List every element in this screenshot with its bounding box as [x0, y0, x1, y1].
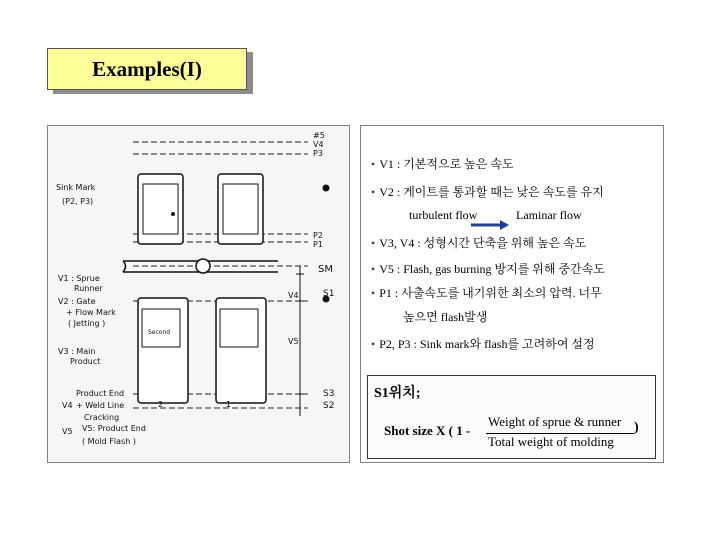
label-sink-mark-sub: (P2, P3) [62, 197, 94, 206]
s1-position-label: S1위치; [374, 386, 421, 401]
label-r3: P3 [313, 149, 323, 158]
slide-title: Examples(I) [47, 48, 247, 90]
formula-numerator: Weight of sprue & runner [488, 414, 622, 429]
label-sm: SM [318, 264, 333, 275]
label-sink-mark: Sink Mark [56, 183, 96, 192]
turbulent-flow-label: turbulent flow [409, 208, 478, 222]
note-item-v2: • V2 : 게이트를 통과할 때는 낮은 속도를 유지 [371, 185, 604, 199]
mold-sketch [48, 126, 349, 462]
label-r4: V4 [313, 140, 324, 149]
label-v2b: + Flow Mark [66, 308, 116, 317]
label-circ1: 1 [226, 400, 232, 409]
formula-box [367, 375, 656, 459]
label-p2: P2 [313, 231, 323, 240]
label-v2: V2 : Gate [58, 297, 96, 306]
laminar-flow-label: Laminar flow [516, 208, 582, 222]
label-s3: S3 [323, 389, 335, 399]
label-v4c: Cracking [84, 413, 120, 422]
formula-close-paren: ) [634, 420, 639, 435]
label-v2c: ( Jetting ) [68, 319, 106, 328]
flow-arrow-icon [471, 220, 509, 230]
label-s1: S1 [323, 289, 335, 299]
label-rv4: V4 [288, 291, 299, 300]
note-item-v5: • V5 : Flash, gas burning 방지를 위해 중간속도 [371, 262, 605, 276]
label-v3b: Product [70, 357, 101, 366]
label-s2: S2 [323, 401, 335, 411]
shot-size-label: Shot size X ( 1 - [384, 423, 471, 438]
note-item-p1-cont: 높으면 flash발생 [403, 310, 488, 324]
label-second: Second [148, 329, 171, 336]
label-v4a: Product End [76, 389, 125, 398]
label-rv5: V5 [288, 337, 299, 346]
note-item-v1: • V1 : 기본적으로 높은 속도 [371, 157, 514, 171]
label-circ2: 2 [158, 400, 164, 409]
note-item-v3-v4: • V3, V4 : 성형시간 단축을 위해 높은 속도 [371, 236, 587, 250]
label-v4s: V4 [62, 401, 73, 410]
label-p1: P1 [313, 240, 323, 249]
note-item-p1: • P1 : 사출속도를 내기위한 최소의 압력. 너무 [371, 286, 602, 300]
label-r5: #5 [313, 131, 325, 140]
label-v5b: ( Mold Flash ) [82, 437, 136, 446]
label-v5: V5: Product End [82, 424, 146, 433]
label-v4b: + Weld Line [76, 401, 125, 410]
label-v5s: V5 [62, 427, 73, 436]
note-item-p2-p3: • P2, P3 : Sink mark와 flash를 고려하여 설정 [371, 337, 595, 351]
label-v1b: Runner [74, 284, 103, 293]
label-v3: V3 : Main [58, 347, 96, 356]
label-v1: V1 : Sprue [58, 274, 100, 283]
formula-denominator: Total weight of molding [488, 434, 614, 449]
mold-sketch-frame [47, 125, 350, 463]
